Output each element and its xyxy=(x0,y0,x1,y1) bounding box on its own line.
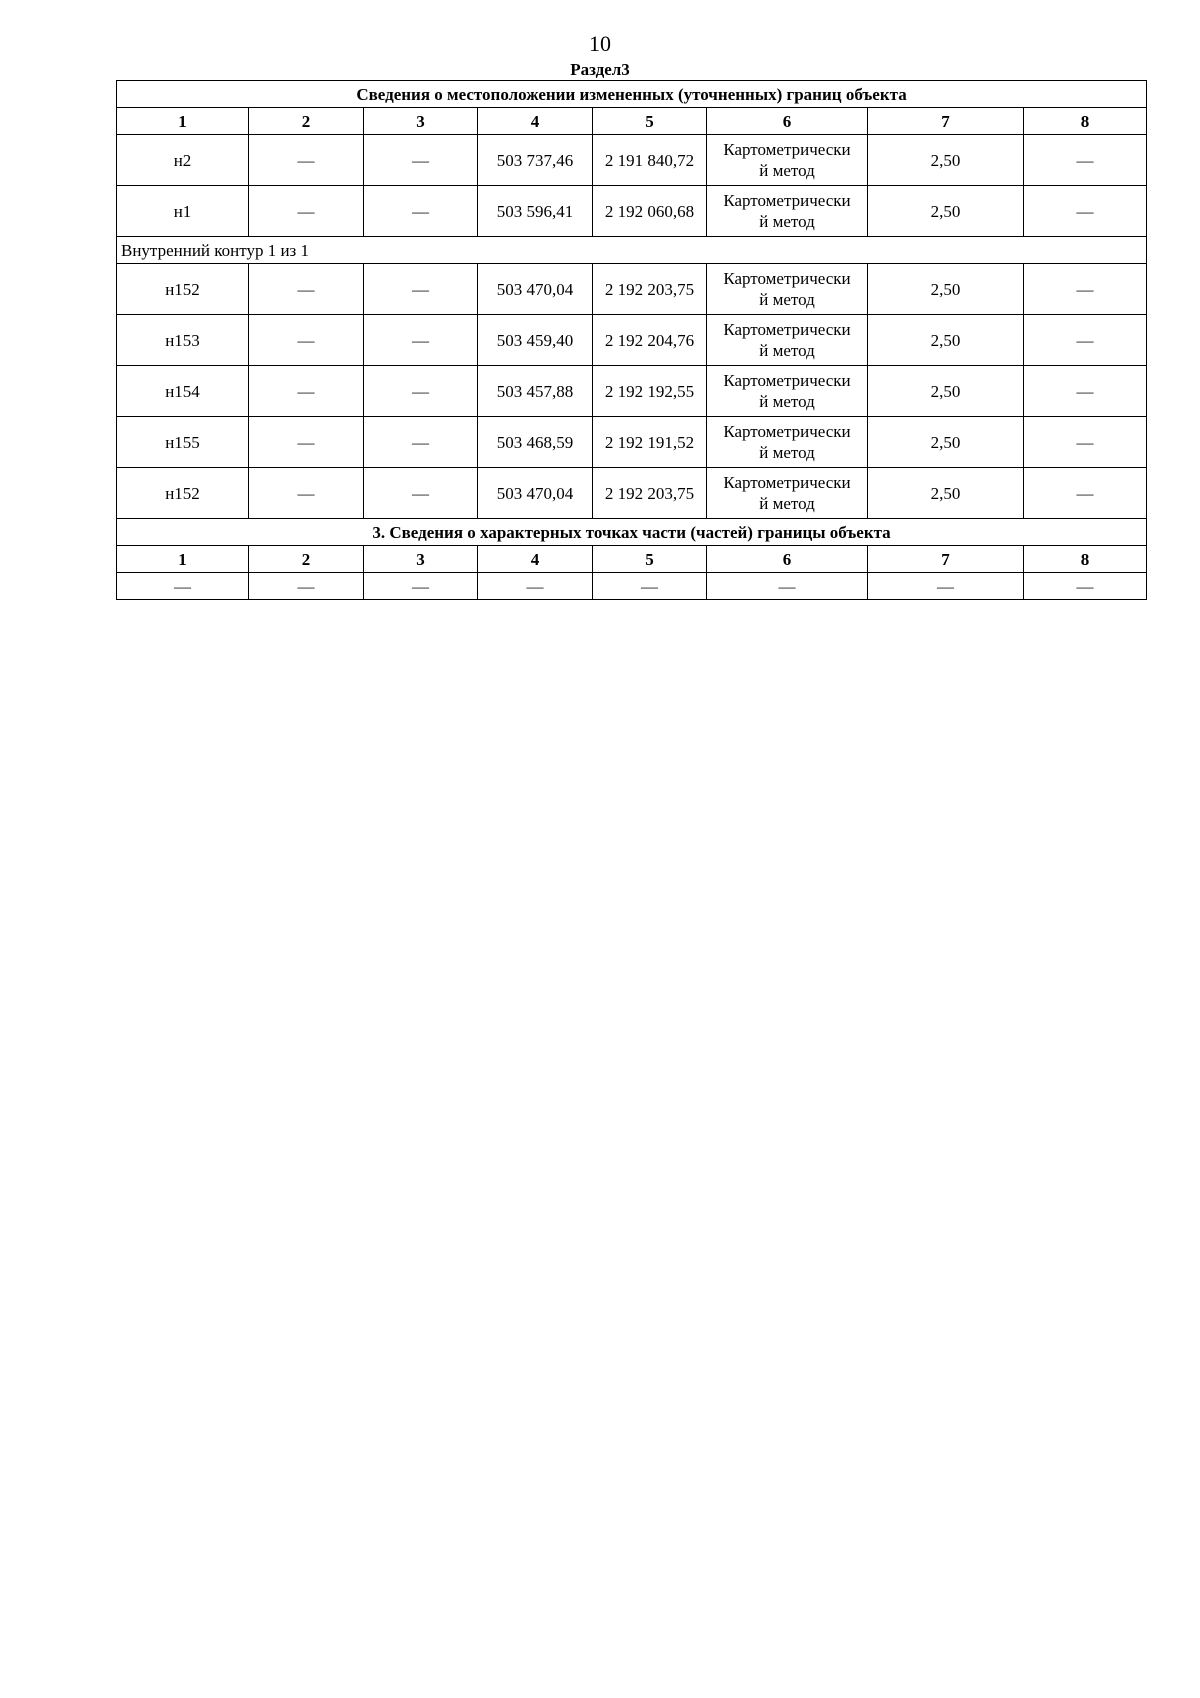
method-cell xyxy=(707,366,868,417)
accuracy-cell: 2,50 xyxy=(868,186,1024,237)
method-line1: Картометрически xyxy=(723,422,851,441)
method-line2: й метод xyxy=(759,392,815,411)
method-line2: й метод xyxy=(759,341,815,360)
y-coordinate-cell: 2 192 204,76 xyxy=(593,315,707,366)
method-cell xyxy=(707,315,868,366)
column3-cell: — xyxy=(364,315,478,366)
y-coordinate-cell: 2 192 192,55 xyxy=(593,366,707,417)
empty-cell: — xyxy=(478,573,593,600)
accuracy-cell: 2,50 xyxy=(868,417,1024,468)
boundary-table-body xyxy=(117,81,1147,600)
x-coordinate-cell: 503 459,40 xyxy=(478,315,593,366)
table1-caption-text: Сведения о местоположении измененных (уточненных) границ объекта xyxy=(117,81,1147,108)
column-number: 3 xyxy=(364,108,478,135)
column3-cell: — xyxy=(364,264,478,315)
column-number: 8 xyxy=(1024,546,1147,573)
inner-contour-label: Внутренний контур 1 из 1 xyxy=(117,237,1147,264)
y-coordinate-cell: 2 192 203,75 xyxy=(593,264,707,315)
column-number: 7 xyxy=(868,108,1024,135)
column8-cell: — xyxy=(1024,135,1147,186)
table1-caption xyxy=(117,81,1147,108)
method-line1: Картометрически xyxy=(723,320,851,339)
column-number: 7 xyxy=(868,546,1024,573)
column8-cell: — xyxy=(1024,315,1147,366)
point-name-cell: н152 xyxy=(117,468,249,519)
column8-cell: — xyxy=(1024,264,1147,315)
empty-cell: — xyxy=(593,573,707,600)
table2-caption xyxy=(117,519,1147,546)
column-number-row xyxy=(117,546,1147,573)
column-number: 4 xyxy=(478,546,593,573)
accuracy-cell: 2,50 xyxy=(868,315,1024,366)
column-number-row xyxy=(117,108,1147,135)
column3-cell: — xyxy=(364,135,478,186)
x-coordinate-cell: 503 737,46 xyxy=(478,135,593,186)
y-coordinate-cell: 2 192 191,52 xyxy=(593,417,707,468)
point-name-cell: н155 xyxy=(117,417,249,468)
x-coordinate-cell: 503 596,41 xyxy=(478,186,593,237)
empty-cell: — xyxy=(1024,573,1147,600)
empty-cell: — xyxy=(868,573,1024,600)
x-coordinate-cell: 503 468,59 xyxy=(478,417,593,468)
method-line2: й метод xyxy=(759,161,815,180)
method-cell xyxy=(707,135,868,186)
x-coordinate-cell: 503 457,88 xyxy=(478,366,593,417)
accuracy-cell: 2,50 xyxy=(868,135,1024,186)
y-coordinate-cell: 2 191 840,72 xyxy=(593,135,707,186)
column3-cell: — xyxy=(364,417,478,468)
column-number: 3 xyxy=(364,546,478,573)
table-row xyxy=(117,366,1147,417)
empty-cell: — xyxy=(707,573,868,600)
empty-row xyxy=(117,573,1147,600)
column-number: 6 xyxy=(707,546,868,573)
column8-cell: — xyxy=(1024,468,1147,519)
column-number: 6 xyxy=(707,108,868,135)
point-name-cell: н2 xyxy=(117,135,249,186)
column3-cell: — xyxy=(364,186,478,237)
inner-contour-row xyxy=(117,237,1147,264)
method-cell xyxy=(707,417,868,468)
method-line1: Картометрически xyxy=(723,473,851,492)
method-line1: Картометрически xyxy=(723,371,851,390)
column8-cell: — xyxy=(1024,417,1147,468)
method-line1: Картометрически xyxy=(723,191,851,210)
method-cell xyxy=(707,264,868,315)
method-line2: й метод xyxy=(759,290,815,309)
boundary-table xyxy=(116,80,1147,600)
column2-cell: — xyxy=(249,468,364,519)
table-row xyxy=(117,417,1147,468)
x-coordinate-cell: 503 470,04 xyxy=(478,468,593,519)
table-row xyxy=(117,264,1147,315)
table-row xyxy=(117,186,1147,237)
accuracy-cell: 2,50 xyxy=(868,366,1024,417)
table-row xyxy=(117,135,1147,186)
table-row xyxy=(117,468,1147,519)
empty-cell: — xyxy=(117,573,249,600)
accuracy-cell: 2,50 xyxy=(868,264,1024,315)
method-line1: Картометрически xyxy=(723,269,851,288)
point-name-cell: н1 xyxy=(117,186,249,237)
column8-cell: — xyxy=(1024,366,1147,417)
section-title: Раздел3 xyxy=(570,60,630,79)
column-number: 5 xyxy=(593,108,707,135)
empty-cell: — xyxy=(364,573,478,600)
method-line2: й метод xyxy=(759,494,815,513)
page-number: 10 xyxy=(589,31,611,56)
column2-cell: — xyxy=(249,366,364,417)
column2-cell: — xyxy=(249,417,364,468)
method-line1: Картометрически xyxy=(723,140,851,159)
table2-caption-text: 3. Сведения о характерных точках части (частей) границы объекта xyxy=(117,519,1147,546)
column8-cell: — xyxy=(1024,186,1147,237)
method-line2: й метод xyxy=(759,212,815,231)
table-row xyxy=(117,315,1147,366)
column-number: 5 xyxy=(593,546,707,573)
column3-cell: — xyxy=(364,366,478,417)
column-number: 2 xyxy=(249,546,364,573)
point-name-cell: н153 xyxy=(117,315,249,366)
column-number: 1 xyxy=(117,108,249,135)
column-number: 2 xyxy=(249,108,364,135)
method-line2: й метод xyxy=(759,443,815,462)
column-number: 8 xyxy=(1024,108,1147,135)
column2-cell: — xyxy=(249,186,364,237)
x-coordinate-cell: 503 470,04 xyxy=(478,264,593,315)
method-cell xyxy=(707,468,868,519)
column-number: 1 xyxy=(117,546,249,573)
y-coordinate-cell: 2 192 203,75 xyxy=(593,468,707,519)
column3-cell: — xyxy=(364,468,478,519)
empty-cell: — xyxy=(249,573,364,600)
point-name-cell: н154 xyxy=(117,366,249,417)
column2-cell: — xyxy=(249,315,364,366)
method-cell xyxy=(707,186,868,237)
accuracy-cell: 2,50 xyxy=(868,468,1024,519)
column-number: 4 xyxy=(478,108,593,135)
column2-cell: — xyxy=(249,135,364,186)
y-coordinate-cell: 2 192 060,68 xyxy=(593,186,707,237)
column2-cell: — xyxy=(249,264,364,315)
point-name-cell: н152 xyxy=(117,264,249,315)
